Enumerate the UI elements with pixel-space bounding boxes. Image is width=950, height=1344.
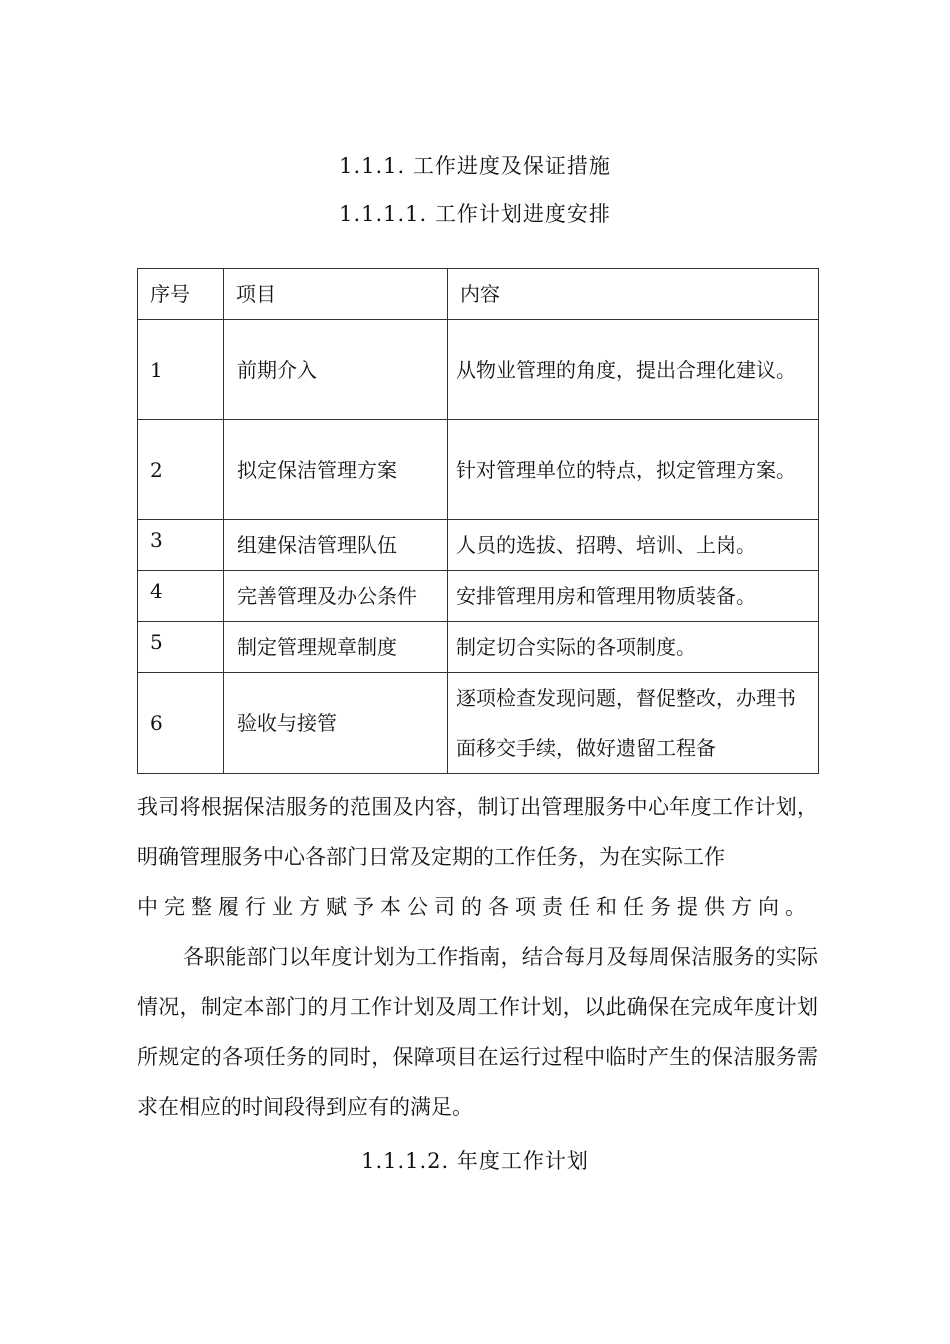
row-item: 组建保洁管理队伍: [224, 520, 448, 571]
row-item: 拟定保洁管理方案: [224, 420, 448, 520]
header-cell-item: 项目: [224, 269, 448, 320]
section-heading-1-1-1-1: 1.1.1.1. 工作计划进度安排: [339, 202, 611, 226]
table-header-row: [138, 269, 819, 320]
table-row: [138, 673, 819, 774]
row-number: 5: [138, 622, 224, 673]
table-row: [138, 320, 819, 420]
paragraph-annual-plan-intro: [137, 782, 818, 932]
row-content: 逐项检查发现问题，督促整改，办理书面移交手续，做好遗留工程备: [448, 673, 819, 774]
table-row: [138, 520, 819, 571]
table-row: [138, 420, 819, 520]
row-number: 6: [138, 673, 224, 774]
header-cell-content: 内容: [448, 269, 819, 320]
row-item: 前期介入: [224, 320, 448, 420]
table-row: [138, 571, 819, 622]
work-plan-table: [137, 268, 819, 774]
paragraph-text: 我司将根据保洁服务的范围及内容，制订出管理服务中心年度工作计划，明确管理服务中心各部门日常及定期的工作任务，为在实际工作: [137, 795, 818, 869]
row-item: 制定管理规章制度: [224, 622, 448, 673]
row-item: 完善管理及办公条件: [224, 571, 448, 622]
row-content: 从物业管理的角度，提出合理化建议。: [448, 320, 819, 420]
row-content: 人员的选拔、招聘、培训、上岗。: [448, 520, 819, 571]
row-number: 1: [138, 320, 224, 420]
row-number: 4: [138, 571, 224, 622]
table-row: [138, 622, 819, 673]
row-content: 针对管理单位的特点，拟定管理方案。: [448, 420, 819, 520]
row-item: 验收与接管: [224, 673, 448, 774]
row-content: 制定切合实际的各项制度。: [448, 622, 819, 673]
section-heading-1-1-1-2: 1.1.1.2. 年度工作计划: [361, 1149, 589, 1173]
row-content: 安排管理用房和管理用物质装备。: [448, 571, 819, 622]
section-heading-1-1-1: 1.1.1. 工作进度及保证措施: [339, 154, 611, 178]
row-number: 2: [138, 420, 224, 520]
header-cell-no: 序号: [138, 269, 224, 320]
paragraph-text-last-line: 中完整履行业方赋予本公司的各项责任和任务提供方向。: [137, 895, 812, 919]
paragraph-department-plans: 各职能部门以年度计划为工作指南，结合每月及每周保洁服务的实际情况，制定本部门的月工作计划及周工作计划，以此确保在完成年度计划所规定的各项任务的同时，保障项目在运行过程中临时产生的保洁服务需求在相应的时间段得到应有的满足。: [137, 945, 818, 1119]
row-number: 3: [138, 520, 224, 571]
